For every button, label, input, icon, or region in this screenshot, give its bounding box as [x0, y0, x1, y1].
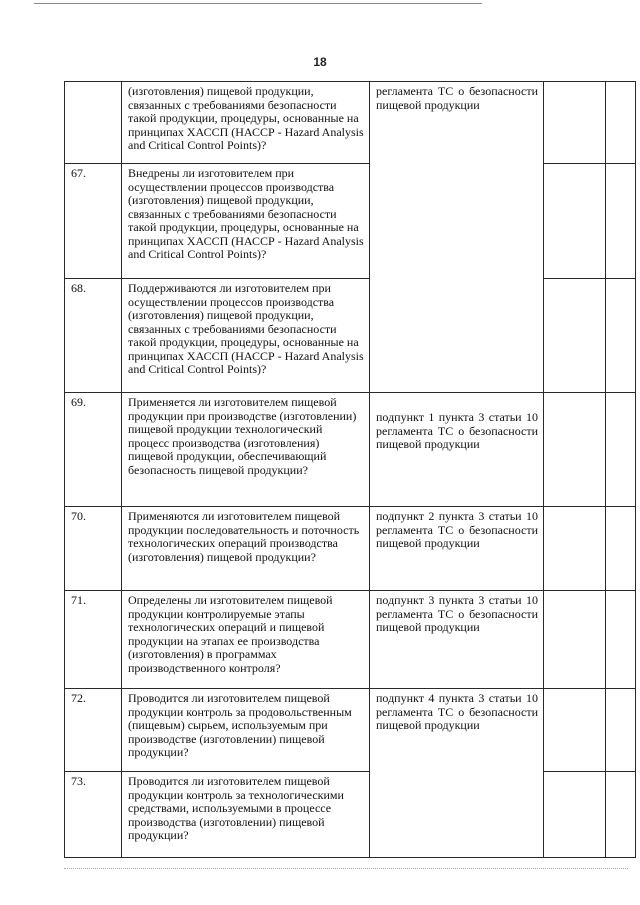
row-reference: подпункт 4 пункта 3 статьи 10 регламента ТС о безопасности пищевой продукции: [370, 689, 544, 858]
answer-cell: [544, 279, 606, 393]
top-rule: [34, 3, 482, 4]
row-number: 73.: [65, 772, 122, 858]
answer-cell: [544, 393, 606, 507]
answer-cell: [544, 507, 606, 591]
answer-cell: [544, 82, 606, 164]
table-row: [65, 164, 636, 279]
table-row: [65, 82, 636, 164]
note-cell: [606, 507, 636, 591]
table-row: [65, 279, 636, 393]
note-cell: [606, 772, 636, 858]
row-number: 72.: [65, 689, 122, 772]
answer-cell: [544, 591, 606, 689]
row-question: Проводится ли изготовителем пищевой продукции контроль за технологическими средствами, используемыми в процессе производства (изготовлении) пищевой продукции?: [122, 772, 370, 858]
note-cell: [606, 591, 636, 689]
note-cell: [606, 689, 636, 772]
answer-cell: [544, 689, 606, 772]
row-question: (изготовления) пищевой продукции, связанных с требованиями безопасности такой продукции, процедуры, основанные на принципах ХАССП (НАССР - Hazard Analysis and Critical Control Points)?: [122, 82, 370, 164]
answer-cell: [544, 772, 606, 858]
note-cell: [606, 279, 636, 393]
row-question: Применяется ли изготовителем пищевой продукции при производстве (изготовлении) пищевой продукции технологический процесс производства (изготовления) пищевой продукции, обеспечивающий безопасность пищевой продукции?: [122, 393, 370, 507]
answer-cell: [544, 164, 606, 279]
table-row: [65, 393, 636, 507]
row-number: 68.: [65, 279, 122, 393]
row-reference: подпункт 3 пункта 3 статьи 10 регламента ТС о безопасности пищевой продукции: [370, 591, 544, 689]
row-question: Внедрены ли изготовителем при осуществлении процессов производства (изготовления) пищевой продукции, связанных с требованиями безопасности такой продукции, процедуры, основанные на принципах ХАССП (НАССР - Hazard Analysis and Critical Control Points)?: [122, 164, 370, 279]
row-question: Применяются ли изготовителем пищевой продукции последовательность и поточность технологических операций производства (изготовления) пищевой продукции?: [122, 507, 370, 591]
row-question: Определены ли изготовителем пищевой продукции контролируемые этапы технологических операций и пищевой продукции на этапах ее производства (изготовления) в программах производственного контроля?: [122, 591, 370, 689]
bottom-rule: [64, 868, 628, 869]
row-reference: подпункт 2 пункта 3 статьи 10 регламента ТС о безопасности пищевой продукции: [370, 507, 544, 591]
row-reference: [370, 393, 544, 507]
row-reference-text: подпункт 1 пункта 3 статьи 10 регламента ТС о безопасности пищевой продукции: [376, 410, 538, 451]
requirements-table: [64, 81, 636, 858]
table-row: [65, 591, 636, 689]
row-number: 67.: [65, 164, 122, 279]
note-cell: [606, 164, 636, 279]
row-number: 69.: [65, 393, 122, 507]
table-row: [65, 507, 636, 591]
table-row: [65, 772, 636, 858]
note-cell: [606, 82, 636, 164]
row-question: Поддерживаются ли изготовителем при осуществлении процессов производства (изготовления) пищевой продукции, связанных с требованиями безопасности такой продукции, процедуры, основанные на принципах ХАССП (НАССР - Hazard Analysis and Critical Control Points)?: [122, 279, 370, 393]
page-number: 18: [313, 55, 327, 69]
row-number: 71.: [65, 591, 122, 689]
table-row: [65, 689, 636, 772]
row-question: Проводится ли изготовителем пищевой продукции контроль за продовольственным (пищевым) сырьем, используемым при производстве (изготовлении) пищевой продукции?: [122, 689, 370, 772]
note-cell: [606, 393, 636, 507]
row-number: 70.: [65, 507, 122, 591]
row-reference: регламента ТС о безопасности пищевой продукции: [370, 82, 544, 393]
row-number: [65, 82, 122, 164]
